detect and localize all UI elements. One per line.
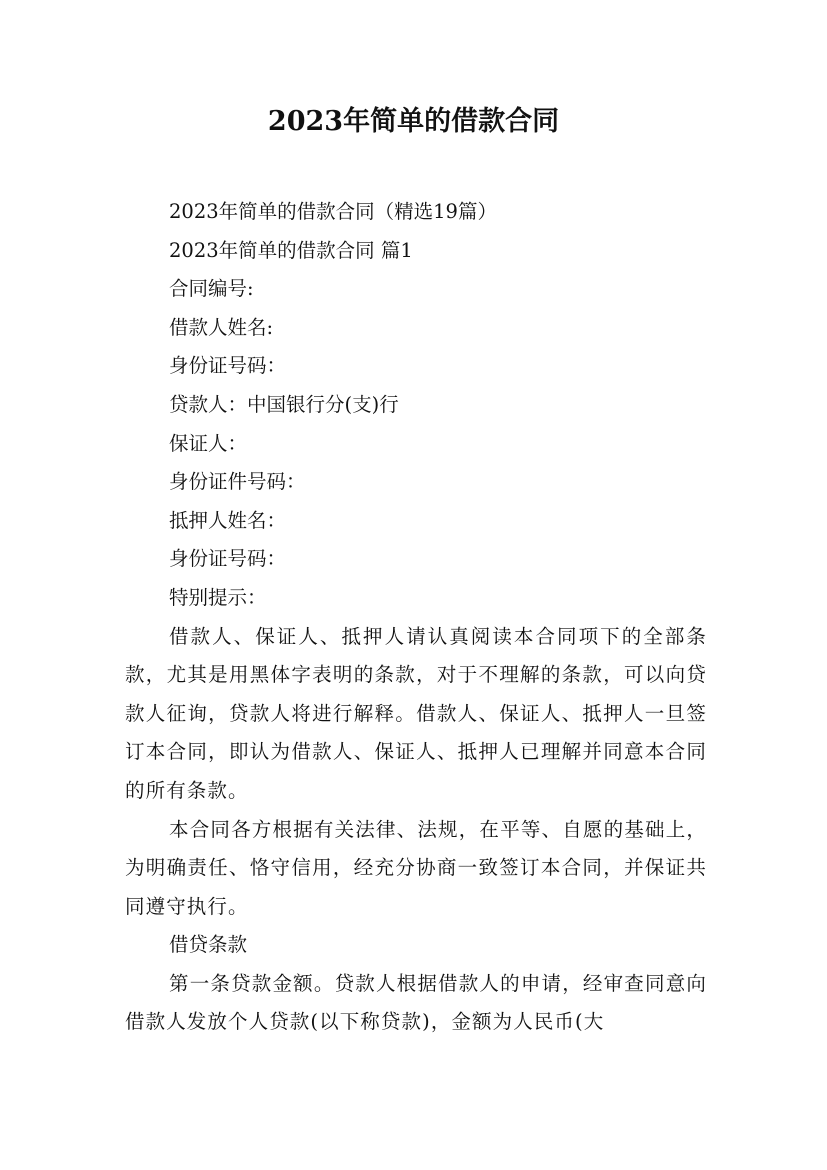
borrower-name-field: 借款人姓名:	[169, 315, 274, 339]
mortgagor-id-field: 身份证号码：	[169, 547, 287, 571]
section-heading: 借贷条款	[169, 933, 248, 957]
lender-field: 贷款人：中国银行分(支)行	[169, 392, 399, 416]
mortgagor-name-field: 抵押人姓名：	[169, 508, 287, 532]
subtitle-line: 2023年简单的借款合同（精选19篇）	[169, 200, 497, 223]
notice-paragraph: 借款人、保证人、抵押人请认真阅读本合同项下的全部条款，尤其是用黑体字表明的条款，对于不理解的条款，可以向贷款人征询，贷款人将进行解释。借款人、保证人、抵押人一旦签订本合同，即认为借款人、保证人、抵押人已理解并同意本合同的所有条款。	[125, 624, 707, 802]
document-title: 2023年简单的借款合同	[267, 106, 560, 137]
agreement-paragraph: 本合同各方根据有关法律、法规，在平等、自愿的基础上，为明确责任、恪守信用，经充分协商一致签订本合同，并保证共同遵守执行。	[125, 817, 707, 918]
guarantor-field: 保证人：	[169, 431, 248, 455]
guarantor-id-field: 身份证件号码：	[169, 470, 306, 494]
article-one-paragraph: 第一条贷款金额。贷款人根据借款人的申请，经审查同意向借款人发放个人贷款(以下称贷款)，金额为人民币(大	[125, 971, 707, 1034]
borrower-id-field: 身份证号码：	[169, 354, 287, 378]
document-body	[125, 193, 707, 1042]
chapter-heading: 2023年简单的借款合同 篇1	[169, 238, 413, 262]
contract-number-field: 合同编号:	[169, 277, 254, 301]
special-notice-heading: 特别提示：	[169, 585, 267, 609]
